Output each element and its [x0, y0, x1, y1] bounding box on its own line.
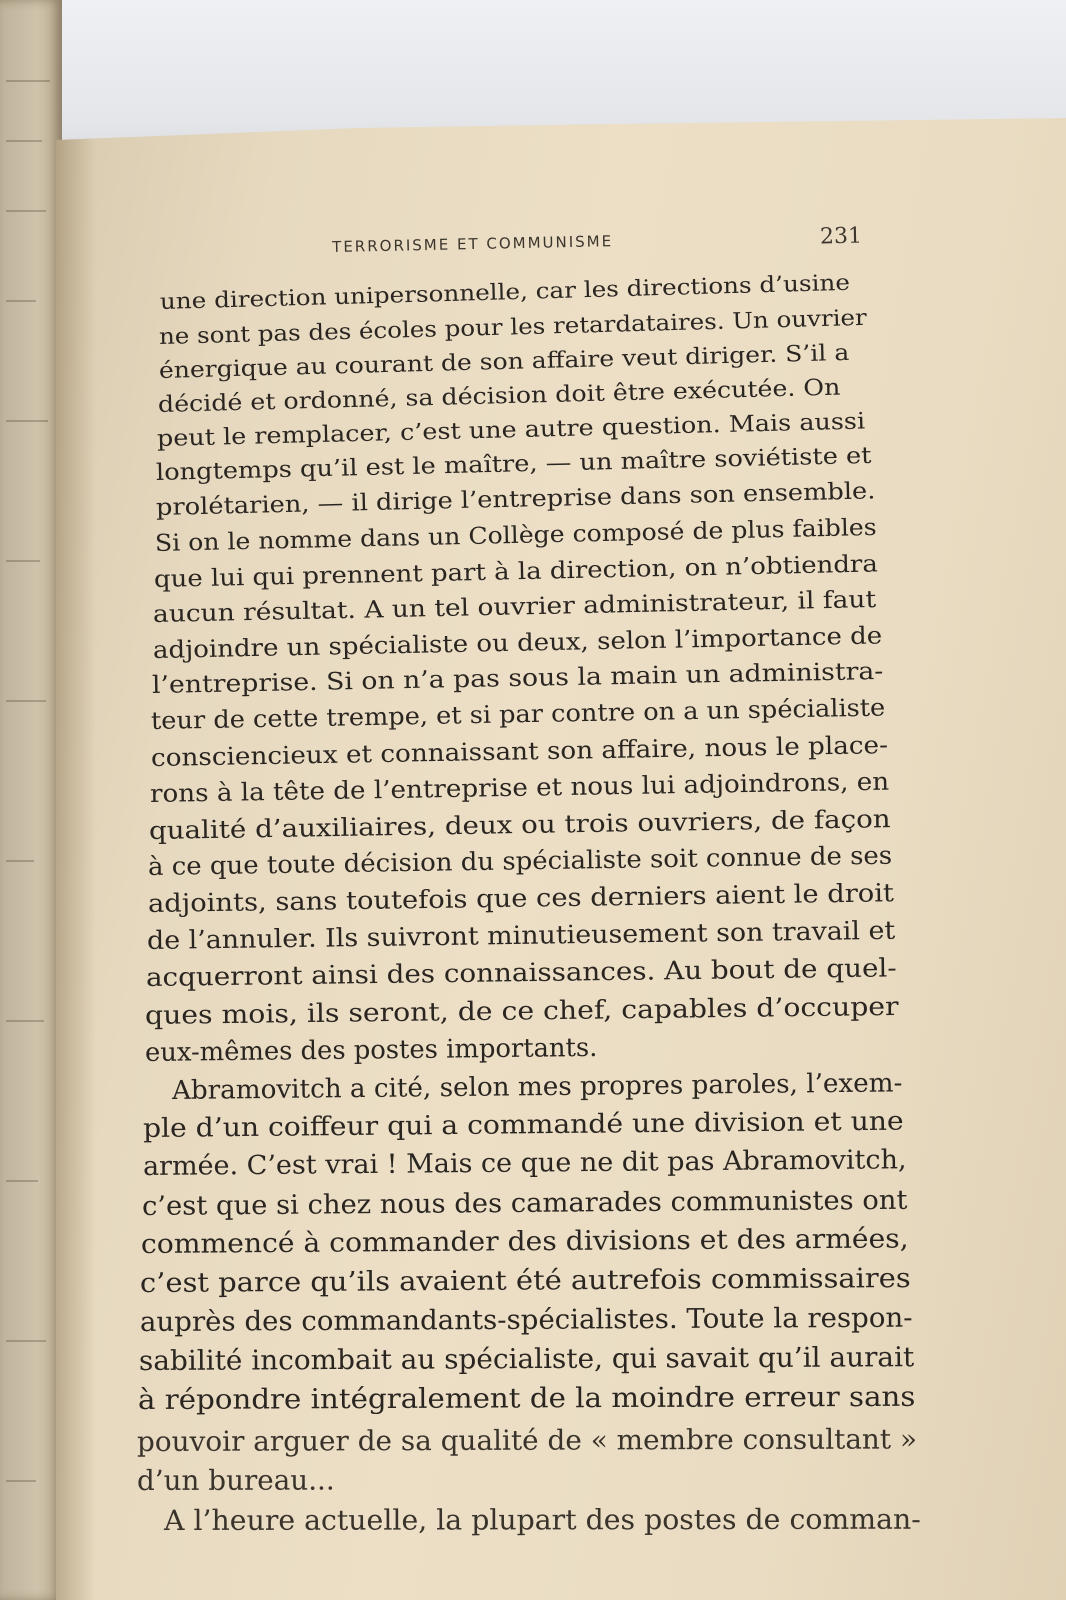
facing-page-edge: [0, 0, 62, 1600]
text-line: prolétarien, — il dirige l’entreprise dans son ensemble.: [155, 478, 876, 522]
text-line: consciencieux et connaissant son affaire, nous le place-: [150, 730, 888, 773]
text-line: de l’annuler. Ils suivront minutieusement son travail et: [146, 915, 896, 956]
running-head: TERRORISME ET COMMUNISME: [332, 232, 614, 256]
text-line: acquerront ainsi des connaissances. Au bout de quel-: [145, 953, 898, 994]
text-line: l’entreprise. Si on n’a pas sous la main un administra-: [151, 657, 884, 700]
text-line: Abramovitch a cité, selon mes propres paroles, l’exem-: [171, 1068, 903, 1107]
text-line: rons à la tête de l’entreprise et nous lui adjoindrons, en: [149, 766, 890, 809]
text-line: une direction unipersonnelle, car les directions d’usine: [159, 270, 851, 315]
text-line: ple d’un coiffeur qui a commandé une division et une: [143, 1106, 905, 1145]
text-line: A l’heure actuelle, la plupart des postes de comman-: [163, 1503, 921, 1538]
text-line: adjoints, sans toutefois que ces derniers aient le droit: [147, 878, 894, 919]
text-line: eux-mêmes des postes importants.: [144, 1033, 598, 1069]
text-line: sabilité incombait au spécialiste, qui savait qu’il aurait: [138, 1342, 915, 1377]
text-line: décidé et ordonné, sa décision doit être exécutée. On: [157, 374, 841, 418]
text-line: d’un bureau...: [136, 1463, 335, 1498]
text-line: c’est parce qu’ils avaient été autrefois commissaires: [140, 1262, 912, 1299]
text-line: que lui qui prennent part à la direction, on n’obtiendra: [153, 549, 879, 593]
text-line: adjoindre un spécialiste ou deux, selon l’importance de: [152, 621, 883, 664]
page-number: 231: [819, 223, 863, 250]
text-line: armée. C’est vrai ! Mais ce que ne dit pas Abramovitch,: [142, 1145, 907, 1183]
text-line: aucun résultat. A un tel ouvrier administrateur, il faut: [153, 585, 877, 629]
text-line: à ce que toute décision du spécialiste soit connue de ses: [148, 841, 893, 882]
text-line: peut le remplacer, c’est une autre question. Mais aussi: [156, 408, 866, 452]
text-line: commencé à commander des divisions et des armées,: [140, 1223, 909, 1261]
text-line: longtemps qu’il est le maître, — un maître soviétiste et: [156, 443, 873, 487]
text-line: ques mois, ils seront, de ce chef, capables d’occuper: [145, 991, 900, 1031]
text-line: c’est que si chez nous des camarades communistes ont: [141, 1184, 908, 1222]
text-line: Si on le nomme dans un Collège composé de plus faibles: [154, 513, 877, 557]
text-line: teur de cette trempe, et si par contre on a un spécialiste: [151, 693, 886, 736]
text-line: qualité d’auxiliaires, deux ou trois ouvriers, de façon: [148, 803, 891, 845]
text-line: à répondre intégralement de la moindre erreur sans: [138, 1382, 916, 1417]
text-line: auprès des commandants-spécialistes. Toute la respon-: [139, 1302, 913, 1338]
text-line: énergique au courant de son affaire veut diriger. S’il a: [158, 339, 850, 384]
text-line: ne sont pas des écoles pour les retardataires. Un ouvrier: [158, 304, 868, 350]
text-line: pouvoir arguer de sa qualité de « membre consultant »: [137, 1422, 918, 1458]
